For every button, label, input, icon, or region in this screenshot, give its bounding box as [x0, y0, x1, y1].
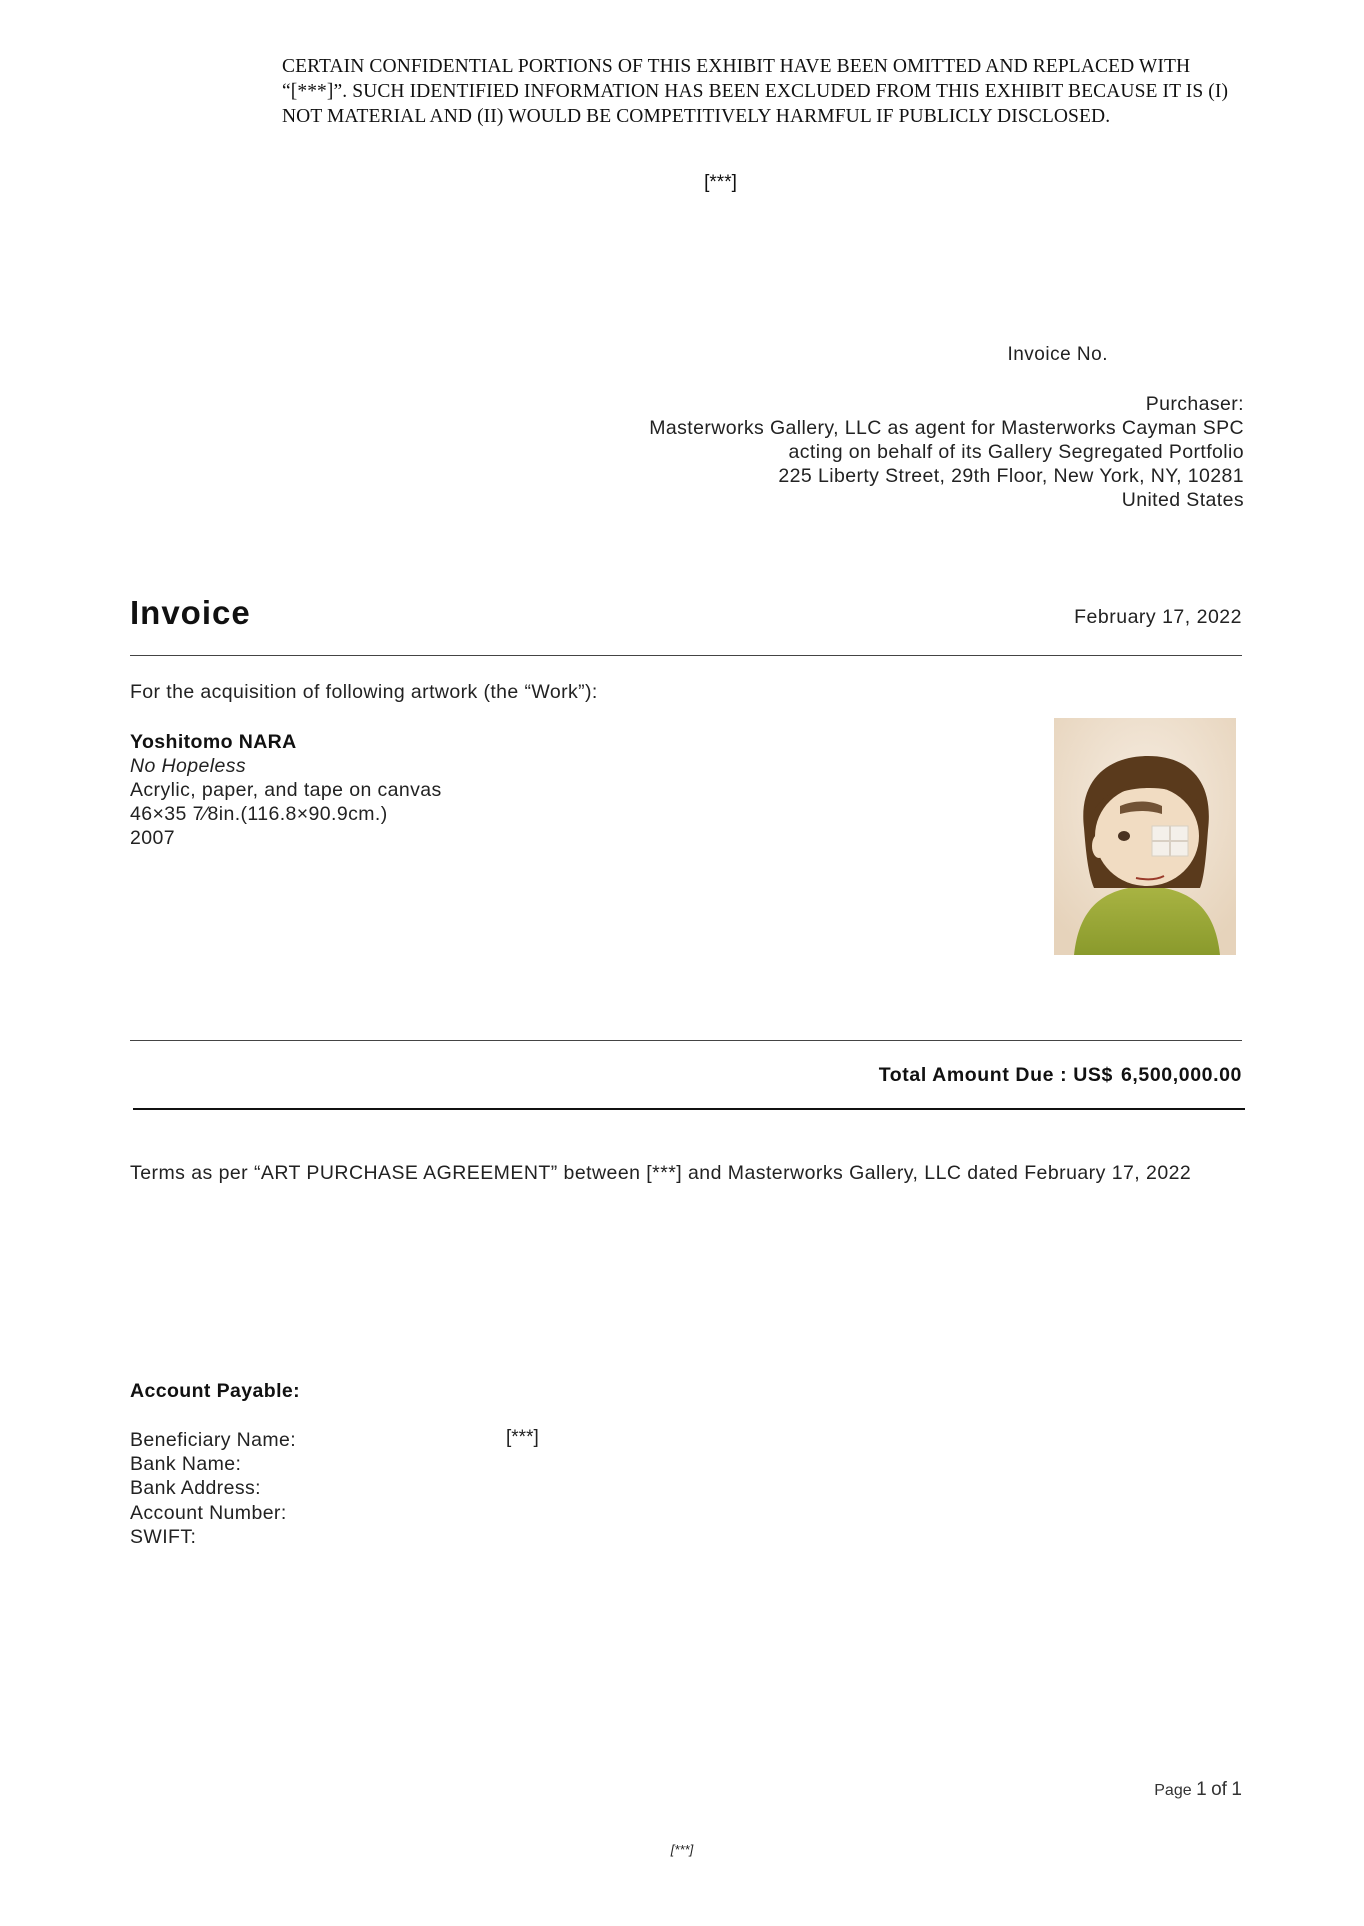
artwork-medium: Acrylic, paper, and tape on canvas — [130, 779, 442, 801]
total-amount: 6,500,000.00 — [1120, 1064, 1242, 1086]
divider — [130, 1040, 1242, 1041]
invoice-date: February 17, 2022 — [1074, 606, 1242, 628]
invoice-number-label: Invoice No. — [1007, 344, 1108, 365]
total-amount-due — [879, 1064, 1242, 1087]
notice-line-1: CERTAIN CONFIDENTIAL PORTIONS OF THIS EXHIBIT HAVE BEEN OMITTED AND REPLACED WITH — [282, 56, 1191, 77]
purchaser-line-4: United States — [1121, 489, 1244, 511]
acquisition-intro: For the acquisition of following artwork (the “Work”): — [130, 681, 598, 703]
account-number-label: Account Number: — [130, 1501, 287, 1524]
bank-address-label: Bank Address: — [130, 1477, 261, 1500]
artwork-image — [1054, 718, 1236, 955]
account-labels — [130, 1428, 296, 1549]
page-total: 1 — [1231, 1779, 1242, 1800]
divider-thick — [133, 1108, 1245, 1110]
painting-illustration — [1054, 718, 1236, 955]
confidentiality-notice — [282, 54, 1302, 129]
page-title: Invoice — [130, 594, 251, 631]
divider — [130, 655, 1242, 656]
purchaser-label: Purchaser: — [1145, 393, 1244, 415]
purchaser-line-2: acting on behalf of its Gallery Segregated Portfolio — [788, 441, 1244, 463]
account-redaction-mark: [***] — [506, 1427, 539, 1448]
page-number — [1154, 1779, 1242, 1801]
bank-name-label: Bank Name: — [130, 1453, 242, 1476]
purchaser-line-3: 225 Liberty Street, 29th Floor, New York, NY, 10281 — [778, 465, 1244, 487]
notice-line-2: “[***]”. SUCH IDENTIFIED INFORMATION HAS BEEN EXCLUDED FROM THIS EXHIBIT BECAUSE IT IS (I) — [282, 81, 1229, 102]
artwork-title: No Hopeless — [130, 755, 247, 777]
artwork-dimensions: 46×35 7⁄8in.(116.8×90.9cm.) — [130, 803, 388, 825]
artwork-year: 2007 — [130, 827, 175, 849]
artwork-details — [130, 730, 442, 850]
purchaser-block — [649, 392, 1244, 512]
page-word: Page — [1154, 1782, 1192, 1799]
purchaser-line-1: Masterworks Gallery, LLC as agent for Masterworks Cayman SPC — [649, 417, 1244, 439]
terms-text: Terms as per “ART PURCHASE AGREEMENT” between [***] and Masterworks Gallery, LLC dated February 17, 2022 — [130, 1162, 1192, 1184]
beneficiary-name-label: Beneficiary Name: — [130, 1429, 297, 1451]
artist-name: Yoshitomo NARA — [130, 731, 297, 753]
total-label: Total Amount Due : US$ — [878, 1064, 1113, 1086]
header-redaction-mark: [***] — [704, 172, 737, 193]
page-of-word: of — [1211, 1779, 1227, 1800]
footer-redaction-mark: [***] — [670, 1842, 694, 1857]
account-payable-heading: Account Payable: — [130, 1380, 301, 1402]
notice-line-3: NOT MATERIAL AND (II) WOULD BE COMPETITIVELY HARMFUL IF PUBLICLY DISCLOSED. — [282, 106, 1111, 127]
swift-label: SWIFT: — [130, 1525, 197, 1548]
page-current: 1 — [1196, 1779, 1207, 1800]
